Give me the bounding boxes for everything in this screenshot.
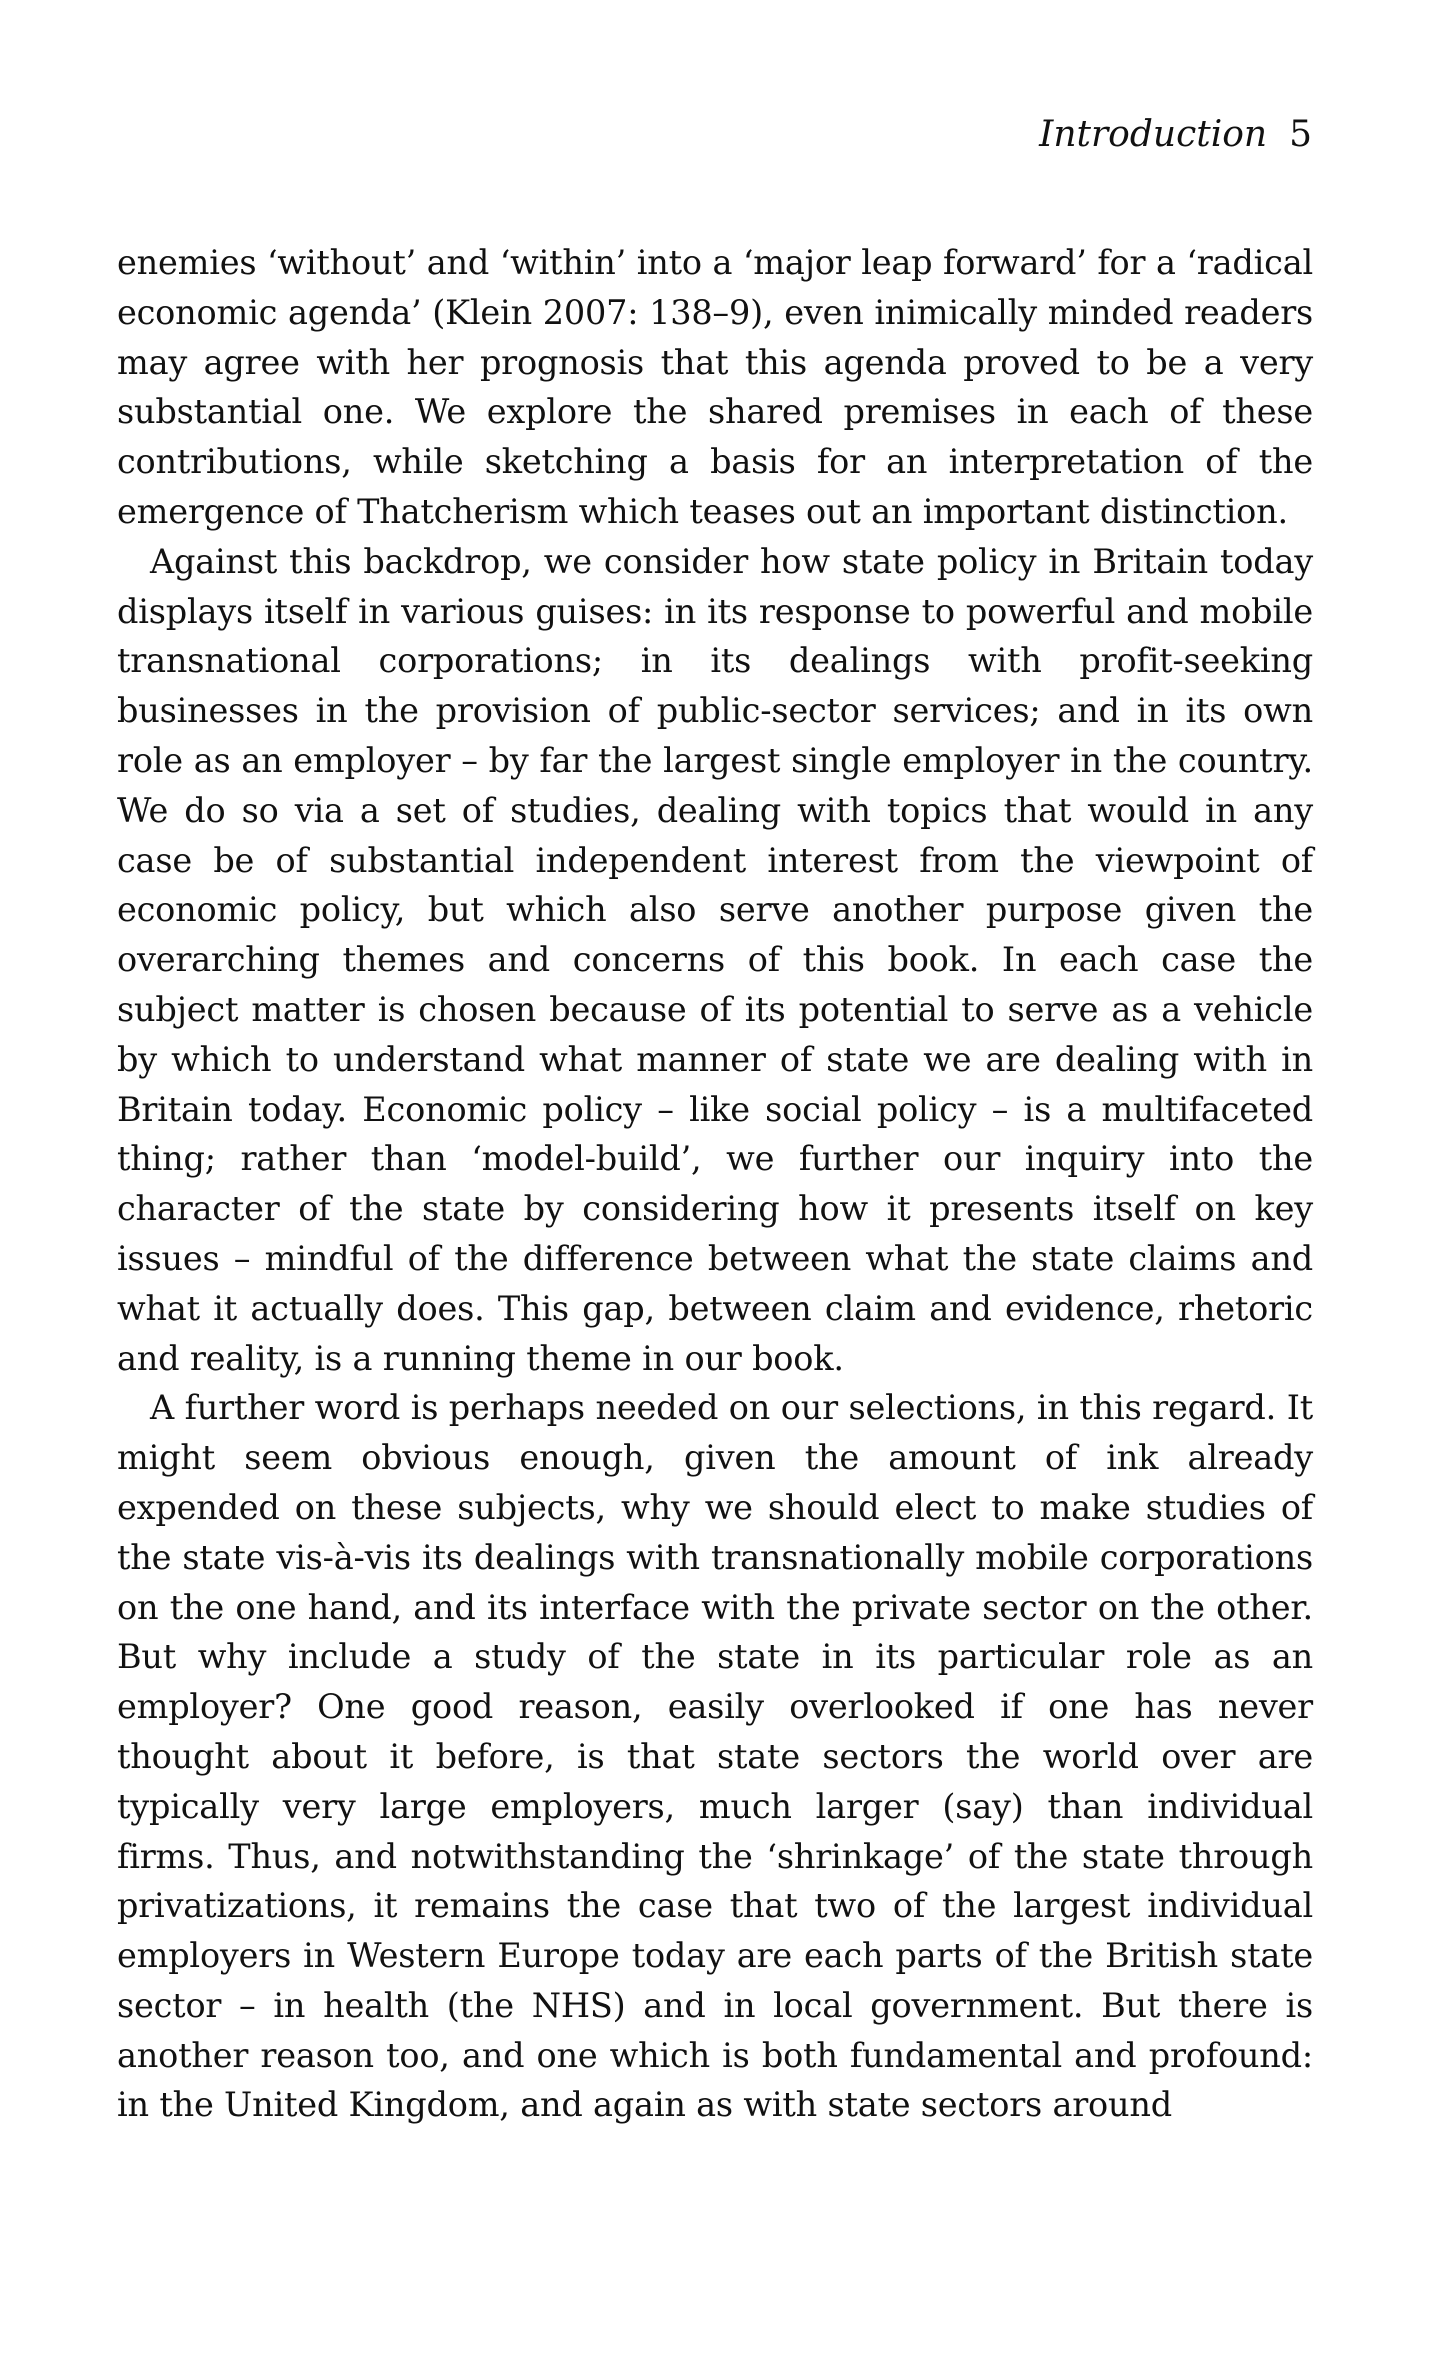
running-head xyxy=(1039,113,1312,157)
running-head-section-title: Introduction xyxy=(1039,114,1268,155)
paragraph-state-policy: Against this backdrop, we consider how state policy in Britain today displays itself in various guises: in its response to powerful and mobile transnational corporations; in its dealings with profit-seeking businesses in the provision of public-sector services; and in its own role as an employer – by far the largest single employer in the country. We do so via a set of studies, dealing with topics that would in any case be of substantial independent interest from the viewpoint of economic policy, but which also serve another purpose given the overarching themes and concerns of this book. In each case the subject matter is chosen because of its potential to serve as a vehicle by which to understand what manner of state we are dealing with in Britain today. Economic policy – like social policy – is a multifaceted thing; rather than ‘model-build’, we further our inquiry into the character of the state by considering how it presents itself on key issues – mindful of the difference between what the state claims and what it actually does. This gap, between claim and evidence, rhetoric and reality, is a running theme in our book. xyxy=(117,541,1313,1378)
page-number: 5 xyxy=(1289,114,1312,155)
paragraph-selections: A further word is perhaps needed on our selections, in this regard. It might seem obvious enough, given the amount of ink already expended on these subjects, why we should elect to make studies of the state vis-à-vis its dealings with transnationally mobile corporations on the one hand, and its interface with the private sector on the other. But why include a study of the state in its particular role as an employer? One good reason, easily overlooked if one has never thought about it before, is that state sectors the world over are typically very large employers, much larger (say) than individual firms. Thus, and notwithstanding the ‘shrinkage’ of the state through privatizations, it remains the case that two of the largest individual employers in Western Europe today are each parts of the British state sector – in health (the NHS) and in local government. But there is another reason too, and one which is both fundamental and profound: in the United Kingdom, and again as with state sectors around xyxy=(117,1388,1313,2125)
paragraph-continued: enemies ‘without’ and ‘within’ into a ‘major leap forward’ for a ‘radical economic agenda’ (Klein 2007: 138–9), even inimically minded readers may agree with her prognosis that this agenda proved to be a very substantial one. We explore the shared premises in each of these contributions, while sketching a basis for an interpretation of the emergence of Thatcherism which teases out an important distinction. xyxy=(117,243,1313,531)
body-text xyxy=(117,238,1313,2130)
